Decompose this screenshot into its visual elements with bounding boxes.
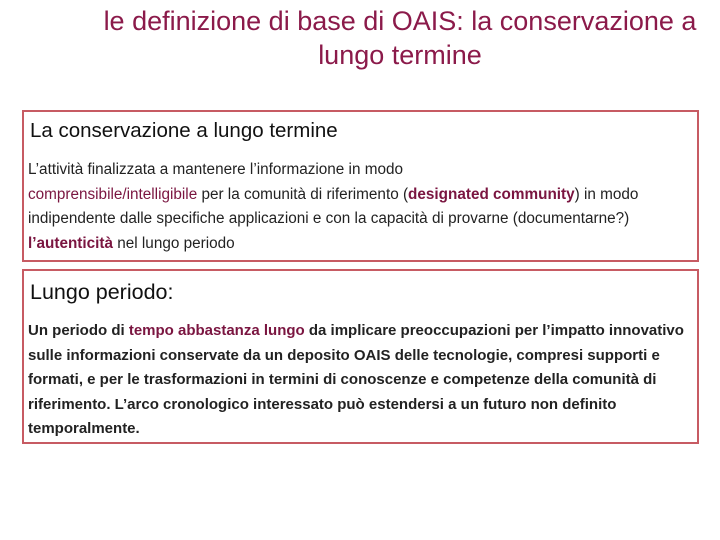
definition-highlight: comprensibile/intelligibile [28,185,198,203]
long-term-text-part: da implicare preoccupazioni per l’impatto innovativo sulle informazioni conservate da un deposito OAIS delle tecnologie, compresi supporti e formati, e per le trasformazioni in termini di conoscenze e competenze della comunità di riferimento. L’arco cronologico interessato può estendersi a un futuro non definito temporalmente. [28,322,684,437]
definition-text-part: ) in modo indipendente dalle specifiche applicazioni e con la capacità di provarne (documentarne?) [28,185,639,227]
definition-highlight: l’autenticità [28,234,113,252]
slide-title: le definizione di base di OAIS: la conservazione a lungo termine [103,6,697,70]
definition-box [22,110,699,262]
long-term-text-part: Un periodo di [28,322,129,339]
definition-text [28,158,689,256]
definition-highlight: designated community [408,185,575,203]
definition-text-part: L’attività finalizzata a mantenere l’informazione in modo [28,161,403,178]
definition-heading: La conservazione a lungo termine [30,119,338,142]
definition-text-part: per la comunità di riferimento ( [197,185,409,203]
long-term-heading: Lungo periodo: [30,280,174,304]
long-term-highlight: tempo abbastanza lungo [128,322,305,339]
definition-text-part: nel lungo periodo [113,234,235,252]
long-term-box [22,269,699,444]
long-term-text [28,319,689,442]
